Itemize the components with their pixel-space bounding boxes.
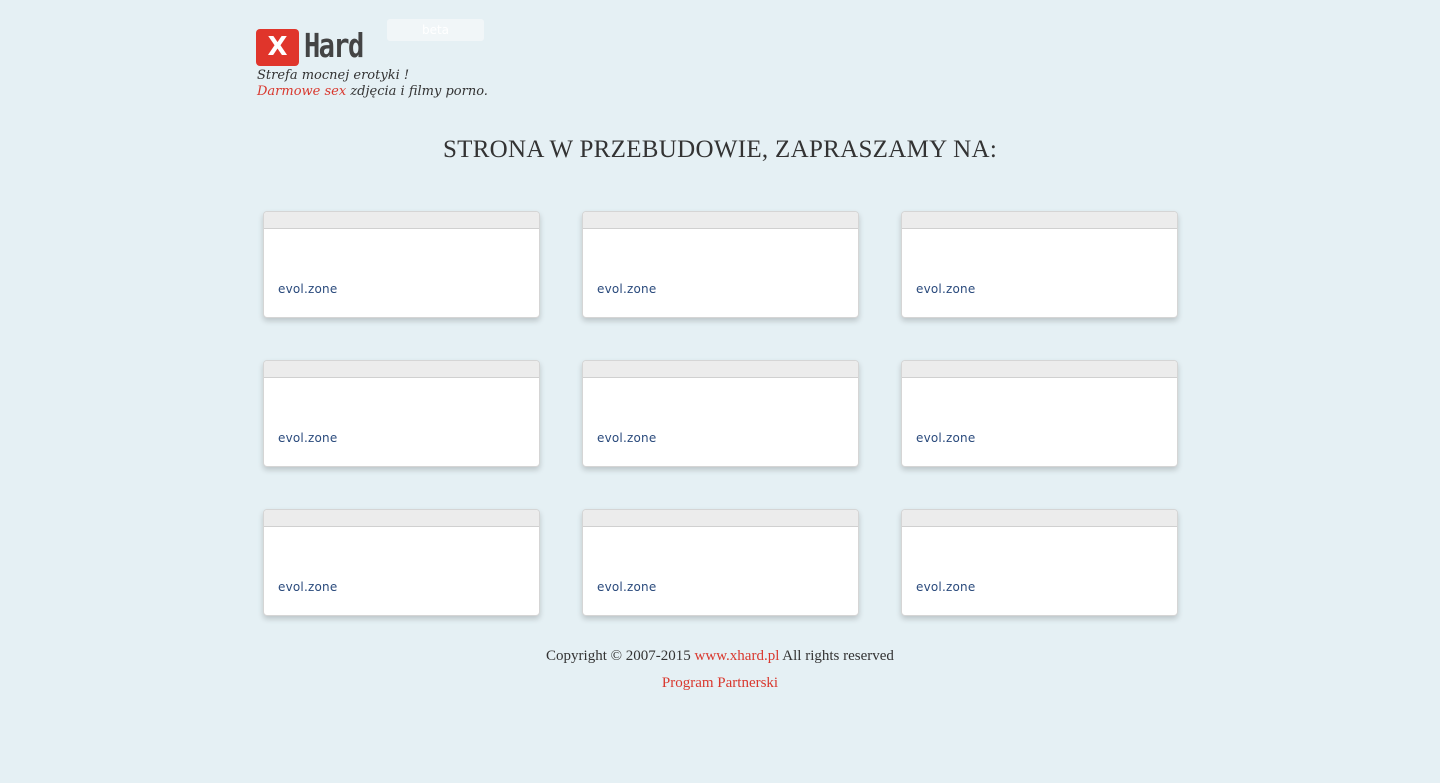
copyright [0, 647, 1440, 665]
tagline-accent: Darmowe sex [257, 84, 347, 99]
card-header [264, 510, 539, 527]
card-header [583, 510, 858, 527]
partner-link[interactable]: evol.zone [597, 431, 657, 445]
partner-card[interactable] [582, 509, 859, 616]
partner-card[interactable] [263, 509, 540, 616]
partner-card[interactable] [263, 211, 540, 318]
site-logo[interactable] [256, 23, 496, 108]
partner-program [0, 674, 1440, 692]
site-link[interactable]: www.xhard.pl [694, 648, 780, 664]
tagline-rest: zdjęcia i filmy porno. [346, 84, 488, 99]
card-header [583, 361, 858, 378]
logo-wordmark: Hard [304, 26, 363, 65]
partner-card[interactable] [263, 360, 540, 467]
partner-link[interactable]: evol.zone [597, 282, 657, 296]
copyright-suffix: All rights reserved [779, 648, 894, 664]
partner-link[interactable]: evol.zone [278, 282, 338, 296]
partner-program-link[interactable]: Program Partnerski [661, 675, 779, 691]
partner-card[interactable] [901, 211, 1178, 318]
partner-card[interactable] [901, 509, 1178, 616]
partner-link[interactable]: evol.zone [597, 580, 657, 594]
tagline-line1: Strefa mocnej erotyki ! [257, 68, 410, 83]
partner-link[interactable]: evol.zone [916, 282, 976, 296]
page-headline: STRONA W PRZEBUDOWIE, ZAPRASZAMY NA: [442, 136, 998, 163]
card-header [902, 212, 1177, 229]
card-header [902, 510, 1177, 527]
partner-link[interactable]: evol.zone [278, 431, 338, 445]
partner-card[interactable] [901, 360, 1178, 467]
partner-link[interactable]: evol.zone [916, 431, 976, 445]
tagline-line2 [257, 84, 488, 100]
partner-link[interactable]: evol.zone [278, 580, 338, 594]
card-header [264, 212, 539, 229]
card-header [583, 212, 858, 229]
partner-card[interactable] [582, 211, 859, 318]
card-header [264, 361, 539, 378]
card-header [902, 361, 1177, 378]
copyright-prefix: Copyright © 2007-2015 [546, 648, 695, 664]
partner-card[interactable] [582, 360, 859, 467]
beta-badge: beta [387, 19, 484, 41]
logo-x-mark: X [256, 29, 299, 66]
partner-link[interactable]: evol.zone [916, 580, 976, 594]
